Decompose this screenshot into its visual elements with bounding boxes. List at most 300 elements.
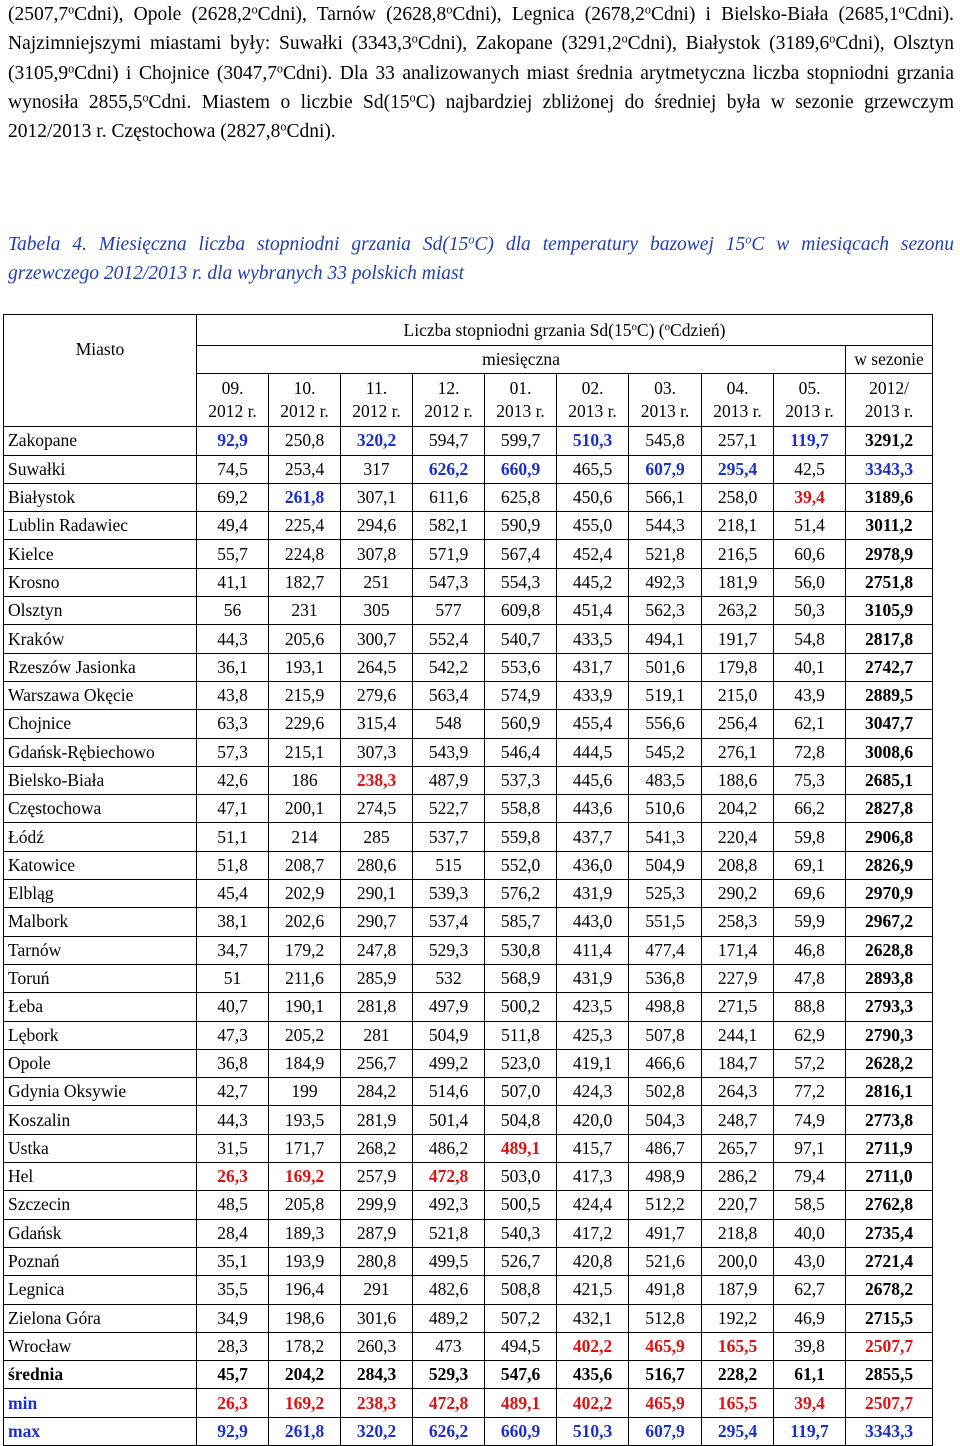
- value-cell: 186: [269, 766, 341, 794]
- value-cell: 512,8: [629, 1304, 702, 1332]
- group-title-text: Liczba stopniodni grzania Sd(15: [403, 319, 632, 340]
- season-total-cell: 3291,2: [846, 427, 933, 455]
- value-cell: 193,9: [269, 1247, 341, 1275]
- table-row: [4, 1163, 933, 1191]
- value-cell: 512,2: [629, 1191, 702, 1219]
- value-cell: 231: [269, 597, 341, 625]
- value-cell: 280,6: [341, 851, 413, 879]
- paragraph-degree-sup: o: [280, 119, 287, 134]
- value-cell: 179,8: [702, 653, 774, 681]
- value-cell: 417,2: [557, 1219, 629, 1247]
- value-cell: 42,5: [774, 455, 846, 483]
- value-cell: 28,4: [197, 1219, 269, 1247]
- value-cell: 36,8: [197, 1049, 269, 1077]
- city-cell: średnia: [4, 1361, 197, 1389]
- season-total-cell: 2773,8: [846, 1106, 933, 1134]
- value-cell: 47,8: [774, 964, 846, 992]
- value-cell: 220,7: [702, 1191, 774, 1219]
- value-cell: 169,2: [269, 1163, 341, 1191]
- value-cell: 472,8: [413, 1163, 485, 1191]
- value-cell: 220,4: [702, 823, 774, 851]
- value-cell: 510,3: [557, 427, 629, 455]
- value-cell: 119,7: [774, 1417, 846, 1445]
- value-cell: 499,2: [413, 1049, 485, 1077]
- season-total-cell: 2628,2: [846, 1049, 933, 1077]
- value-cell: 291: [341, 1276, 413, 1304]
- value-cell: 494,1: [629, 625, 702, 653]
- month-header: 10. 2012 r.: [269, 374, 341, 427]
- value-cell: 307,8: [341, 540, 413, 568]
- value-cell: 227,9: [702, 964, 774, 992]
- city-cell: Częstochowa: [4, 795, 197, 823]
- value-cell: 537,4: [413, 908, 485, 936]
- value-cell: 184,9: [269, 1049, 341, 1077]
- value-cell: 424,3: [557, 1078, 629, 1106]
- value-cell: 77,2: [774, 1078, 846, 1106]
- city-cell: Bielsko-Biała: [4, 766, 197, 794]
- value-cell: 92,9: [197, 427, 269, 455]
- value-cell: 466,6: [629, 1049, 702, 1077]
- value-cell: 445,6: [557, 766, 629, 794]
- value-cell: 548: [413, 710, 485, 738]
- value-cell: 508,8: [485, 1276, 557, 1304]
- value-cell: 526,7: [485, 1247, 557, 1275]
- value-cell: 611,6: [413, 483, 485, 511]
- value-cell: 594,7: [413, 427, 485, 455]
- value-cell: 545,8: [629, 427, 702, 455]
- value-cell: 571,9: [413, 540, 485, 568]
- value-cell: 566,1: [629, 483, 702, 511]
- value-cell: 443,0: [557, 908, 629, 936]
- caption-degree-sup: o: [468, 232, 475, 247]
- value-cell: 193,1: [269, 653, 341, 681]
- value-cell: 504,9: [629, 851, 702, 879]
- value-cell: 499,5: [413, 1247, 485, 1275]
- value-cell: 256,7: [341, 1049, 413, 1077]
- value-cell: 165,5: [702, 1389, 774, 1417]
- value-cell: 576,2: [485, 880, 557, 908]
- value-cell: 452,4: [557, 540, 629, 568]
- paragraph-text: Cdni. Miastem o liczbie Sd(15: [148, 91, 410, 113]
- summary-row-avg: [4, 1361, 933, 1389]
- city-cell: Lębork: [4, 1021, 197, 1049]
- paragraph-degree-sup: o: [68, 2, 75, 17]
- group-title-degree-sup: o: [664, 320, 671, 333]
- value-cell: 28,3: [197, 1332, 269, 1360]
- city-cell: Gdynia Oksywie: [4, 1078, 197, 1106]
- value-cell: 489,2: [413, 1304, 485, 1332]
- value-cell: 477,4: [629, 936, 702, 964]
- season-total-cell: 2816,1: [846, 1078, 933, 1106]
- value-cell: 66,2: [774, 795, 846, 823]
- value-cell: 202,6: [269, 908, 341, 936]
- table-row: [4, 964, 933, 992]
- table-row: [4, 1191, 933, 1219]
- value-cell: 547,3: [413, 568, 485, 596]
- value-cell: 305: [341, 597, 413, 625]
- season-total-cell: 2906,8: [846, 823, 933, 851]
- value-cell: 47,3: [197, 1021, 269, 1049]
- paragraph-text: Cdni), Legnica (2678,2: [452, 4, 645, 25]
- value-cell: 300,7: [341, 625, 413, 653]
- city-cell: Łódź: [4, 823, 197, 851]
- value-cell: 540,7: [485, 625, 557, 653]
- season-total-cell: 2507,7: [846, 1332, 933, 1360]
- value-cell: 543,9: [413, 738, 485, 766]
- value-cell: 320,2: [341, 1417, 413, 1445]
- value-cell: 307,1: [341, 483, 413, 511]
- season-total-cell: 2678,2: [846, 1276, 933, 1304]
- value-cell: 60,6: [774, 540, 846, 568]
- value-cell: 498,9: [629, 1163, 702, 1191]
- value-cell: 190,1: [269, 993, 341, 1021]
- group-title-text: C) (: [636, 319, 665, 340]
- value-cell: 539,3: [413, 880, 485, 908]
- value-cell: 58,5: [774, 1191, 846, 1219]
- value-cell: 625,8: [485, 483, 557, 511]
- value-cell: 169,2: [269, 1389, 341, 1417]
- value-cell: 26,3: [197, 1389, 269, 1417]
- value-cell: 34,9: [197, 1304, 269, 1332]
- value-cell: 26,3: [197, 1163, 269, 1191]
- city-cell: Kraków: [4, 625, 197, 653]
- value-cell: 62,7: [774, 1276, 846, 1304]
- table-row: [4, 512, 933, 540]
- value-cell: 191,7: [702, 625, 774, 653]
- value-cell: 281: [341, 1021, 413, 1049]
- city-cell: Toruń: [4, 964, 197, 992]
- value-cell: 261,8: [269, 1417, 341, 1445]
- value-cell: 521,8: [413, 1219, 485, 1247]
- city-column-header: Miasto: [4, 315, 197, 427]
- season-total-cell: 2735,4: [846, 1219, 933, 1247]
- city-cell: Łeba: [4, 993, 197, 1021]
- value-cell: 208,7: [269, 851, 341, 879]
- season-total-cell: 2889,5: [846, 681, 933, 709]
- value-cell: 43,0: [774, 1247, 846, 1275]
- value-cell: 285,9: [341, 964, 413, 992]
- season-total-cell: 2978,9: [846, 540, 933, 568]
- value-cell: 51,8: [197, 851, 269, 879]
- value-cell: 444,5: [557, 738, 629, 766]
- value-cell: 431,9: [557, 964, 629, 992]
- value-cell: 491,7: [629, 1219, 702, 1247]
- paragraph-degree-sup: o: [829, 31, 836, 46]
- paragraph-text: Cdni) i Chojnice (3047,7: [74, 62, 277, 84]
- value-cell: 49,4: [197, 512, 269, 540]
- value-cell: 519,1: [629, 681, 702, 709]
- value-cell: 516,7: [629, 1361, 702, 1389]
- value-cell: 260,3: [341, 1332, 413, 1360]
- paragraph-degree-sup: o: [644, 2, 651, 17]
- paragraph-text: Cdni). Dla 33 analizowanych miast średnia arytmetyczna liczba stopniodni grzania wynosiła 2855,5: [8, 62, 954, 113]
- paragraph-degree-sup: o: [68, 60, 75, 75]
- paragraph-text: Cdni), Tarnów (2628,8: [257, 4, 447, 25]
- value-cell: 504,3: [629, 1106, 702, 1134]
- table-row: [4, 455, 933, 483]
- value-cell: 225,4: [269, 512, 341, 540]
- value-cell: 546,4: [485, 738, 557, 766]
- heating-degree-days-table: [3, 314, 933, 1446]
- value-cell: 563,4: [413, 681, 485, 709]
- paragraph-text: Cdni) i Bielsko-Biała (2685,1: [650, 4, 899, 25]
- value-cell: 402,2: [557, 1332, 629, 1360]
- value-cell: 284,3: [341, 1361, 413, 1389]
- value-cell: 521,8: [629, 540, 702, 568]
- value-cell: 521,6: [629, 1247, 702, 1275]
- value-cell: 290,1: [341, 880, 413, 908]
- value-cell: 40,1: [774, 653, 846, 681]
- season-total-cell: 3011,2: [846, 512, 933, 540]
- value-cell: 560,9: [485, 710, 557, 738]
- value-cell: 251: [341, 568, 413, 596]
- value-cell: 494,5: [485, 1332, 557, 1360]
- city-cell: Elbląg: [4, 880, 197, 908]
- value-cell: 56: [197, 597, 269, 625]
- value-cell: 536,8: [629, 964, 702, 992]
- value-cell: 45,7: [197, 1361, 269, 1389]
- value-cell: 492,3: [413, 1191, 485, 1219]
- value-cell: 69,1: [774, 851, 846, 879]
- value-cell: 507,2: [485, 1304, 557, 1332]
- value-cell: 39,4: [774, 1389, 846, 1417]
- table-row: [4, 880, 933, 908]
- value-cell: 559,8: [485, 823, 557, 851]
- value-cell: 44,3: [197, 625, 269, 653]
- value-cell: 299,9: [341, 1191, 413, 1219]
- month-header: 12. 2012 r.: [413, 374, 485, 427]
- value-cell: 537,7: [413, 823, 485, 851]
- value-cell: 301,6: [341, 1304, 413, 1332]
- table-row: [4, 540, 933, 568]
- value-cell: 34,7: [197, 936, 269, 964]
- value-cell: 238,3: [341, 766, 413, 794]
- value-cell: 511,8: [485, 1021, 557, 1049]
- value-cell: 215,9: [269, 681, 341, 709]
- city-cell: Koszalin: [4, 1106, 197, 1134]
- value-cell: 582,1: [413, 512, 485, 540]
- value-cell: 585,7: [485, 908, 557, 936]
- paragraph-degree-sup: o: [409, 90, 416, 105]
- paragraph-degree-sup: o: [898, 2, 905, 17]
- value-cell: 419,1: [557, 1049, 629, 1077]
- paragraph-text: Cdni).: [286, 121, 336, 143]
- city-cell: Kielce: [4, 540, 197, 568]
- value-cell: 50,3: [774, 597, 846, 625]
- table-row: [4, 625, 933, 653]
- value-cell: 261,8: [269, 483, 341, 511]
- season-total-cell: 2970,9: [846, 880, 933, 908]
- city-cell: min: [4, 1389, 197, 1417]
- season-total-cell: 3343,3: [846, 455, 933, 483]
- value-cell: 35,1: [197, 1247, 269, 1275]
- value-cell: 46,8: [774, 936, 846, 964]
- city-cell: Chojnice: [4, 710, 197, 738]
- city-cell: Hel: [4, 1163, 197, 1191]
- value-cell: 199: [269, 1078, 341, 1106]
- season-total-cell: 2711,0: [846, 1163, 933, 1191]
- table-row: [4, 1247, 933, 1275]
- value-cell: 599,7: [485, 427, 557, 455]
- season-total-cell: 2827,8: [846, 795, 933, 823]
- table-row: [4, 710, 933, 738]
- value-cell: 492,3: [629, 568, 702, 596]
- table-row: [4, 1049, 933, 1077]
- value-cell: 40,7: [197, 993, 269, 1021]
- value-cell: 552,4: [413, 625, 485, 653]
- season-total-cell: 2507,7: [846, 1389, 933, 1417]
- value-cell: 69,6: [774, 880, 846, 908]
- value-cell: 54,8: [774, 625, 846, 653]
- value-cell: 258,3: [702, 908, 774, 936]
- city-cell: Katowice: [4, 851, 197, 879]
- value-cell: 523,0: [485, 1049, 557, 1077]
- season-total-cell: 2715,5: [846, 1304, 933, 1332]
- city-cell: Opole: [4, 1049, 197, 1077]
- value-cell: 445,2: [557, 568, 629, 596]
- value-cell: 62,9: [774, 1021, 846, 1049]
- value-cell: 171,4: [702, 936, 774, 964]
- value-cell: 574,9: [485, 681, 557, 709]
- paragraph-degree-sup: o: [276, 60, 283, 75]
- value-cell: 320,2: [341, 427, 413, 455]
- season-total-cell: 3047,7: [846, 710, 933, 738]
- city-cell: Krosno: [4, 568, 197, 596]
- value-cell: 204,2: [702, 795, 774, 823]
- value-cell: 501,4: [413, 1106, 485, 1134]
- value-cell: 420,0: [557, 1106, 629, 1134]
- value-cell: 284,2: [341, 1078, 413, 1106]
- city-cell: Wrocław: [4, 1332, 197, 1360]
- month-header: 05. 2013 r.: [774, 374, 846, 427]
- value-cell: 205,6: [269, 625, 341, 653]
- table-row: [4, 766, 933, 794]
- value-cell: 229,6: [269, 710, 341, 738]
- value-cell: 46,9: [774, 1304, 846, 1332]
- value-cell: 556,6: [629, 710, 702, 738]
- value-cell: 609,8: [485, 597, 557, 625]
- paragraph-degree-sup: o: [142, 90, 149, 105]
- city-cell: Warszawa Okęcie: [4, 681, 197, 709]
- value-cell: 547,6: [485, 1361, 557, 1389]
- value-cell: 626,2: [413, 1417, 485, 1445]
- value-cell: 482,6: [413, 1276, 485, 1304]
- season-total-cell: 3343,3: [846, 1417, 933, 1445]
- city-cell: Poznań: [4, 1247, 197, 1275]
- value-cell: 202,9: [269, 880, 341, 908]
- value-cell: 491,8: [629, 1276, 702, 1304]
- value-cell: 281,8: [341, 993, 413, 1021]
- value-cell: 48,5: [197, 1191, 269, 1219]
- value-cell: 317: [341, 455, 413, 483]
- value-cell: 250,8: [269, 427, 341, 455]
- paragraph-text: Cdni), Opole (2628,2: [74, 4, 252, 25]
- value-cell: 498,8: [629, 993, 702, 1021]
- value-cell: 39,8: [774, 1332, 846, 1360]
- value-cell: 451,4: [557, 597, 629, 625]
- value-cell: 425,3: [557, 1021, 629, 1049]
- paragraph-text: Cdni), Olsztyn (3105,9: [8, 33, 954, 84]
- value-cell: 59,9: [774, 908, 846, 936]
- table-row: [4, 1134, 933, 1162]
- value-cell: 486,2: [413, 1134, 485, 1162]
- value-cell: 57,3: [197, 738, 269, 766]
- season-header: w sezonie: [846, 346, 933, 374]
- value-cell: 402,2: [557, 1389, 629, 1417]
- table-row: [4, 993, 933, 1021]
- value-cell: 567,4: [485, 540, 557, 568]
- season-total-cell: 2751,8: [846, 568, 933, 596]
- value-cell: 200,1: [269, 795, 341, 823]
- value-cell: 522,7: [413, 795, 485, 823]
- monthly-header: miesięczna: [197, 346, 846, 374]
- value-cell: 216,5: [702, 540, 774, 568]
- caption-text: Tabela 4. Miesięczna liczba stopniodni grzania Sd(15: [8, 234, 469, 255]
- value-cell: 244,1: [702, 1021, 774, 1049]
- month-header: 03. 2013 r.: [629, 374, 702, 427]
- summary-row-max: [4, 1417, 933, 1445]
- value-cell: 193,5: [269, 1106, 341, 1134]
- value-cell: 558,8: [485, 795, 557, 823]
- table-row: [4, 1332, 933, 1360]
- value-cell: 431,7: [557, 653, 629, 681]
- value-cell: 42,7: [197, 1078, 269, 1106]
- value-cell: 465,9: [629, 1332, 702, 1360]
- value-cell: 41,1: [197, 568, 269, 596]
- value-cell: 62,1: [774, 710, 846, 738]
- value-cell: 455,0: [557, 512, 629, 540]
- value-cell: 450,6: [557, 483, 629, 511]
- value-cell: 263,2: [702, 597, 774, 625]
- month-header: 01. 2013 r.: [485, 374, 557, 427]
- value-cell: 279,6: [341, 681, 413, 709]
- value-cell: 487,9: [413, 766, 485, 794]
- season-total-cell: 2826,9: [846, 851, 933, 879]
- value-cell: 435,6: [557, 1361, 629, 1389]
- city-cell: max: [4, 1417, 197, 1445]
- value-cell: 514,6: [413, 1078, 485, 1106]
- value-cell: 285: [341, 823, 413, 851]
- value-cell: 307,3: [341, 738, 413, 766]
- value-cell: 532: [413, 964, 485, 992]
- value-cell: 501,6: [629, 653, 702, 681]
- value-cell: 215,1: [269, 738, 341, 766]
- value-cell: 97,1: [774, 1134, 846, 1162]
- season-total-cell: 2628,8: [846, 936, 933, 964]
- value-cell: 562,3: [629, 597, 702, 625]
- value-cell: 542,2: [413, 653, 485, 681]
- value-cell: 92,9: [197, 1417, 269, 1445]
- city-cell: Rzeszów Jasionka: [4, 653, 197, 681]
- table-row: [4, 568, 933, 596]
- city-cell: Lublin Radawiec: [4, 512, 197, 540]
- value-cell: 258,0: [702, 483, 774, 511]
- month-header: 09. 2012 r.: [197, 374, 269, 427]
- value-cell: 276,1: [702, 738, 774, 766]
- value-cell: 214: [269, 823, 341, 851]
- season-total-cell: 3189,6: [846, 483, 933, 511]
- value-cell: 256,4: [702, 710, 774, 738]
- value-cell: 472,8: [413, 1389, 485, 1417]
- value-cell: 424,4: [557, 1191, 629, 1219]
- value-cell: 568,9: [485, 964, 557, 992]
- value-cell: 182,7: [269, 568, 341, 596]
- city-cell: Olsztyn: [4, 597, 197, 625]
- table-row: [4, 653, 933, 681]
- value-cell: 247,8: [341, 936, 413, 964]
- table-row: [4, 795, 933, 823]
- paragraph-text: Cdni). Najzimniejszymi miastami były: Suwałki (3343,3: [8, 4, 954, 55]
